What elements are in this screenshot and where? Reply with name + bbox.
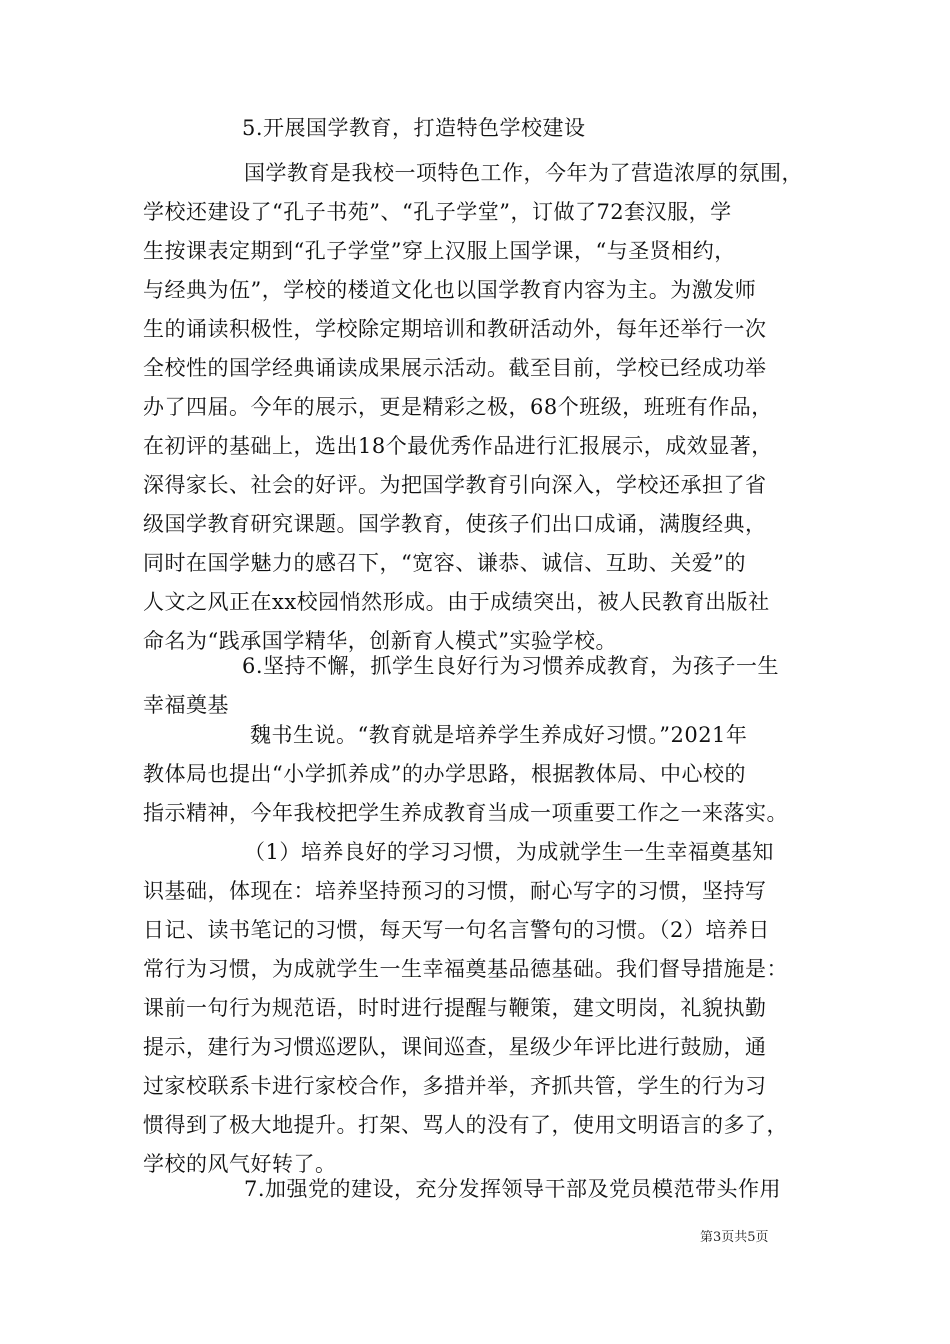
paragraph-line: 识基础，体现在：培养坚持预习的习惯，耐心写字的习惯，坚持写 <box>143 879 767 903</box>
paragraph-line: 在初评的基础上，选出18个最优秀作品进行汇报展示，成效显著， <box>143 434 773 458</box>
paragraph-line: 提示，建行为习惯巡逻队，课间巡查，星级少年评比进行鼓励，通 <box>143 1035 767 1059</box>
paragraph-line: 全校性的国学经典诵读成果展示活动。截至目前，学校已经成功举 <box>143 356 767 380</box>
section-heading-6: 6.坚持不懈，抓学生良好行为习惯养成教育，为孩子一生 <box>242 654 780 678</box>
section-heading-7: 7.加强党的建设，充分发挥领导干部及党员模范带头作用 <box>244 1177 782 1201</box>
paragraph-line: 国学教育是我校一项特色工作，今年为了营造浓厚的氛围， <box>244 161 803 185</box>
paragraph-line: 常行为习惯，为成就学生一生幸福奠基品德基础。我们督导措施是： <box>143 957 788 981</box>
paragraph-line: 学校的风气好转了。 <box>143 1152 337 1176</box>
paragraph-line: 学校还建设了“孔子书苑”、“孔子学堂”，订做了72套汉服，学 <box>143 200 732 224</box>
paragraph-line: 人文之风正在xx校园悄然形成。由于成绩突出，被人民教育出版社 <box>143 590 770 614</box>
section-heading-6-cont: 幸福奠基 <box>143 693 229 717</box>
paragraph-line: 惯得到了极大地提升。打架、骂人的没有了，使用文明语言的多了， <box>143 1113 788 1137</box>
paragraph-line: 同时在国学魅力的感召下，“宽容、谦恭、诚信、互助、关爱”的 <box>143 551 746 575</box>
paragraph-line: 级国学教育研究课题。国学教育，使孩子们出口成诵，满腹经典， <box>143 512 767 536</box>
paragraph-line: 魏书生说。“教育就是培养学生养成好习惯。”2021年 <box>250 723 748 747</box>
paragraph-line: 教体局也提出“小学抓养成”的办学思路，根据教体局、中心校的 <box>143 762 746 786</box>
paragraph-line: 命名为“践承国学精华，创新育人模式”实验学校。 <box>143 629 617 653</box>
paragraph-line: （1）培养良好的学习习惯，为成就学生一生幸福奠基知 <box>244 840 774 864</box>
page-number: 第3页共5页 <box>700 1230 769 1245</box>
section-heading-5: 5.开展国学教育，打造特色学校建设 <box>242 116 586 140</box>
paragraph-line: 指示精神，今年我校把学生养成教育当成一项重要工作之一来落实。 <box>143 801 788 825</box>
paragraph-line: 课前一句行为规范语，时时进行提醒与鞭策，建文明岗，礼貌执勤 <box>143 996 767 1020</box>
paragraph-line: 生的诵读积极性，学校除定期培训和教研活动外，每年还举行一次 <box>143 317 767 341</box>
paragraph-line: 深得家长、社会的好评。为把国学教育引向深入，学校还承担了省 <box>143 473 767 497</box>
paragraph-line: 办了四届。今年的展示，更是精彩之极，68个班级，班班有作品， <box>143 395 773 419</box>
paragraph-line: 与经典为伍”，学校的楼道文化也以国学教育内容为主。为激发师 <box>143 278 757 302</box>
paragraph-line: 过家校联系卡进行家校合作，多措并举，齐抓共管，学生的行为习 <box>143 1074 767 1098</box>
paragraph-line: 生按课表定期到“孔子学堂”穿上汉服上国学课，“与圣贤相约， <box>143 239 736 263</box>
paragraph-line: 日记、读书笔记的习惯，每天写一句名言警句的习惯。（2）培养日 <box>143 918 770 942</box>
